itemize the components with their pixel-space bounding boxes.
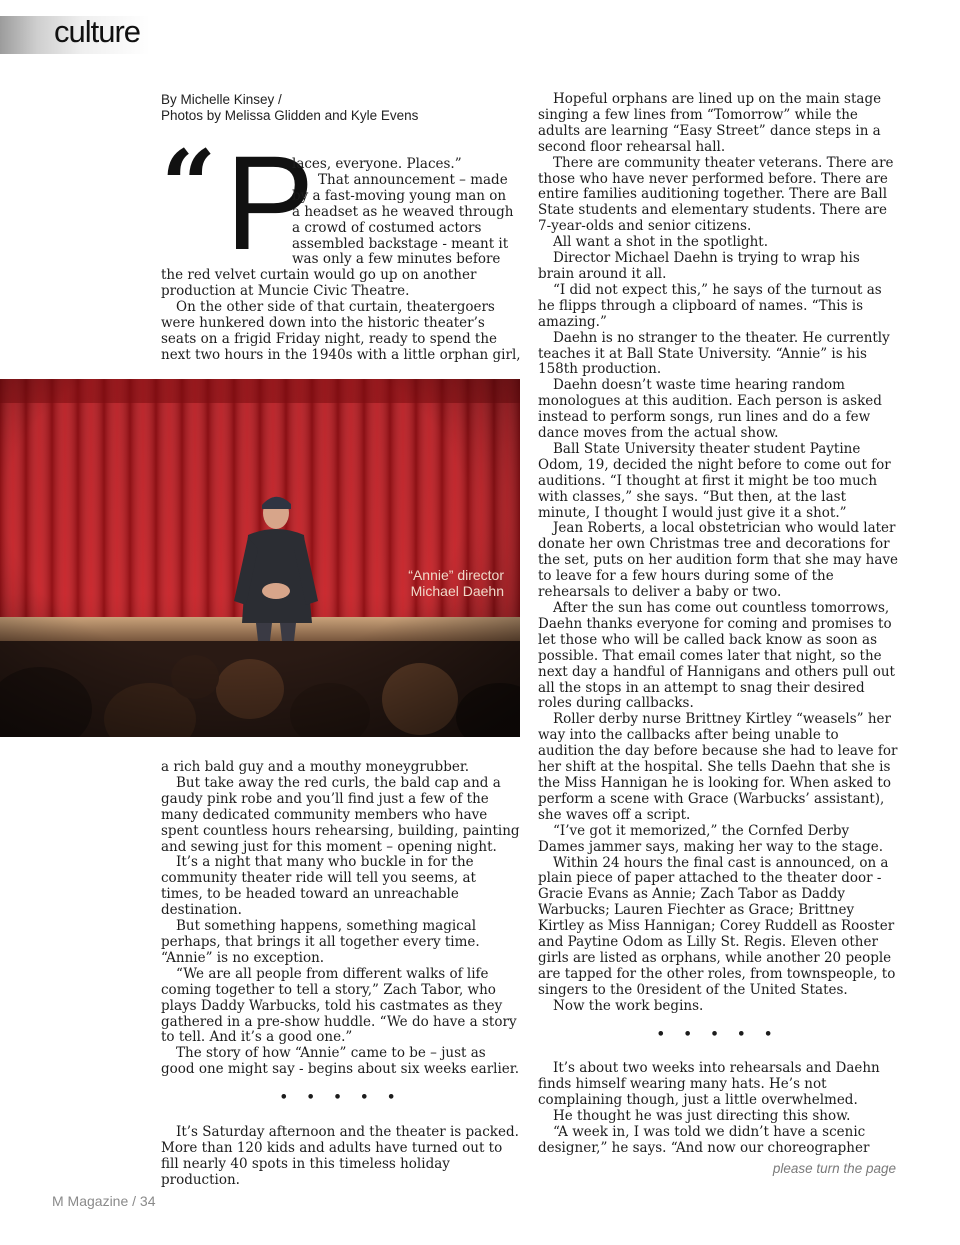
body-paragraph: On the other side of that curtain, theatergoers were hunkered down into the historic theater’s seats on a frigid Friday night, ready to spend the next two hours in the 1940s with a little orphan girl, (161, 299, 521, 363)
section-label: culture (54, 14, 141, 49)
body-paragraph: Daehn is no stranger to the theater. He currently teaches it at Ball State University. “Annie” is his 158th production. (538, 329, 890, 378)
byline (161, 92, 521, 124)
body-paragraph: “A week in, I was told we didn’t have a scenic designer,” he says. “And now our choreographer (538, 1124, 870, 1156)
section-separator: • • • • • (656, 1026, 780, 1042)
director-photo (0, 379, 520, 737)
body-paragraph: “I did not expect this,” he says of the turnout as he flipps through a clipboard of names. “This is amazing.” (538, 281, 882, 330)
body-paragraph: “We are all people from different walks of life coming together to tell a story,” Zach Tabor, who plays Daddy Warbucks, told his castmates as they gathered in a pre-show huddle. “We do have a story to tell. And it’s a good one.” (161, 965, 517, 1046)
lead-paragraph (161, 157, 521, 268)
body-paragraph: There are community theater veterans. There are those who have never performed before. There are entire families auditioning together. There are Ball State students and elementary students. There are 7-year-olds and senior citizens. (538, 154, 894, 235)
body-paragraph: But something happens, something magical perhaps, that brings it all together every time. “Annie” is no exception. (161, 918, 480, 966)
body-paragraph: Now the work begins. (553, 997, 704, 1014)
caption-line: “Annie” director (408, 567, 504, 583)
body-paragraph: It’s Saturday afternoon and the theater is packed. More than 120 kids and adults have turned out to fill nearly 40 spots in this timeless holiday production. (161, 1124, 519, 1188)
lead-line: by a fast-moving young man on (292, 187, 507, 204)
lead-line: laces, everyone. Places.” (292, 156, 462, 172)
body-paragraph: He thought he was just directing this show. (553, 1108, 851, 1125)
body-paragraph: Director Michael Daehn is trying to wrap his brain around it all. (538, 250, 860, 282)
column-1-bottom (161, 760, 521, 1189)
drop-cap: P (225, 129, 315, 278)
lead-line: a headset as he weaved through (292, 203, 514, 220)
body-paragraph: Daehn doesn’t waste time hearing random monologues at this audition. Each person is asked instead to perform songs, run lines and do a few dance moves from the actual show. (538, 377, 882, 442)
body-paragraph: It’s about two weeks into rehearsals and Daehn finds himself wearing many hats. He’s not complaining though, just a little overwhelmed. (538, 1060, 880, 1109)
caption-line: Michael Daehn (410, 583, 504, 599)
body-paragraph: After the sun has come out countless tomorrows, Daehn thanks everyone for coming and promises to let those who will be called back know as soon as possible. That email comes later that night, so the next day a handful of Hannigans and others pull out all the stops in an attempt to snag their desired roles during callbacks. (538, 600, 895, 712)
lead-line: a crowd of costumed actors (292, 219, 482, 236)
column-1-top (161, 157, 521, 364)
section-separator: • • • • • (279, 1090, 403, 1106)
body-paragraph: Ball State University theater student Paytine Odom, 19, decided the night before to come out for auditions. “I thought at first it might be too much with classes,” she says. “But then, at the last minute, I thought I would just give it a shot.” (538, 440, 891, 521)
body-paragraph: Roller derby nurse Brittney Kirtley “weasels” her way into the callbacks after being unable to audition the day before because she had to leave for her shift at the hospital. She tells Daehn that she is the Miss Hannigan he is looking for. When asked to perform a scene with Grace (Warbucks’ assistant), she waves off a script. (538, 711, 898, 823)
column-2 (538, 92, 898, 1157)
body-paragraph: a rich bald guy and a mouthy moneygrubber. (161, 759, 470, 775)
continued-note: please turn the page (772, 1161, 896, 1176)
lead-line: assembled backstage - meant it (292, 235, 509, 252)
photo-caption (408, 567, 504, 599)
body-paragraph: The story of how “Annie” came to be – just as good one might say - begins about six weeks earlier. (161, 1045, 520, 1078)
lead-line: That announcement – made (318, 171, 508, 188)
photo-credit: Photos by Melissa Glidden and Kyle Evens (161, 108, 419, 123)
body-paragraph: It’s a night that many who buckle in for the community theater ride will tell you seems, at times, to be headed toward an unreachable destination. (161, 854, 476, 919)
open-quote-mark: “ (161, 129, 217, 242)
body-paragraph: the red velvet curtain would go up on another production at Muncie Civic Theatre. (161, 267, 477, 300)
body-paragraph: Hopeful orphans are lined up on the main stage singing a few lines from “Tomorrow” while the adults are learning “Easy Street” dance steps in a second floor rehearsal hall. (538, 91, 882, 155)
body-paragraph: Jean Roberts, a local obstetrician who would later donate her own Christmas tree and decorations for the set, puts on her audition form that she may have to leave for a few hours during some of the rehearsals to deliver a baby or two. (538, 520, 898, 601)
body-paragraph: “I’ve got it memorized,” the Cornfed Derby Dames jammer says, making her way to the stage. (538, 822, 884, 855)
body-paragraph: Within 24 hours the final cast is announced, on a plain piece of paper attached to the theater door - Gracie Evans as Annie; Zach Tabor as Daddy Warbucks; Lauren Fiechter as Grace; Brittney Kirtley as Miss Hannigan; Corey Ruddell as Rooster and Paytine Odom as Lilly St. Regis. Eleven other girls are listed as orphans, while another 20 people are tapped for the other roles, from townspeople, to singers to the 0resident of the United States. (538, 854, 896, 998)
page-footer: M Magazine / 34 (52, 1193, 156, 1209)
body-paragraph: But take away the red curls, the bald cap and a gaudy pink robe and you’ll find just a few of the many dedicated community members who have spent countless hours rehearsing, building, painting and sewing just for this moment – opening night. (161, 774, 520, 855)
author-credit: By Michelle Kinsey / (161, 92, 282, 107)
lead-line: was only a few minutes before (292, 251, 501, 268)
body-paragraph: All want a shot in the spotlight. (553, 234, 769, 251)
